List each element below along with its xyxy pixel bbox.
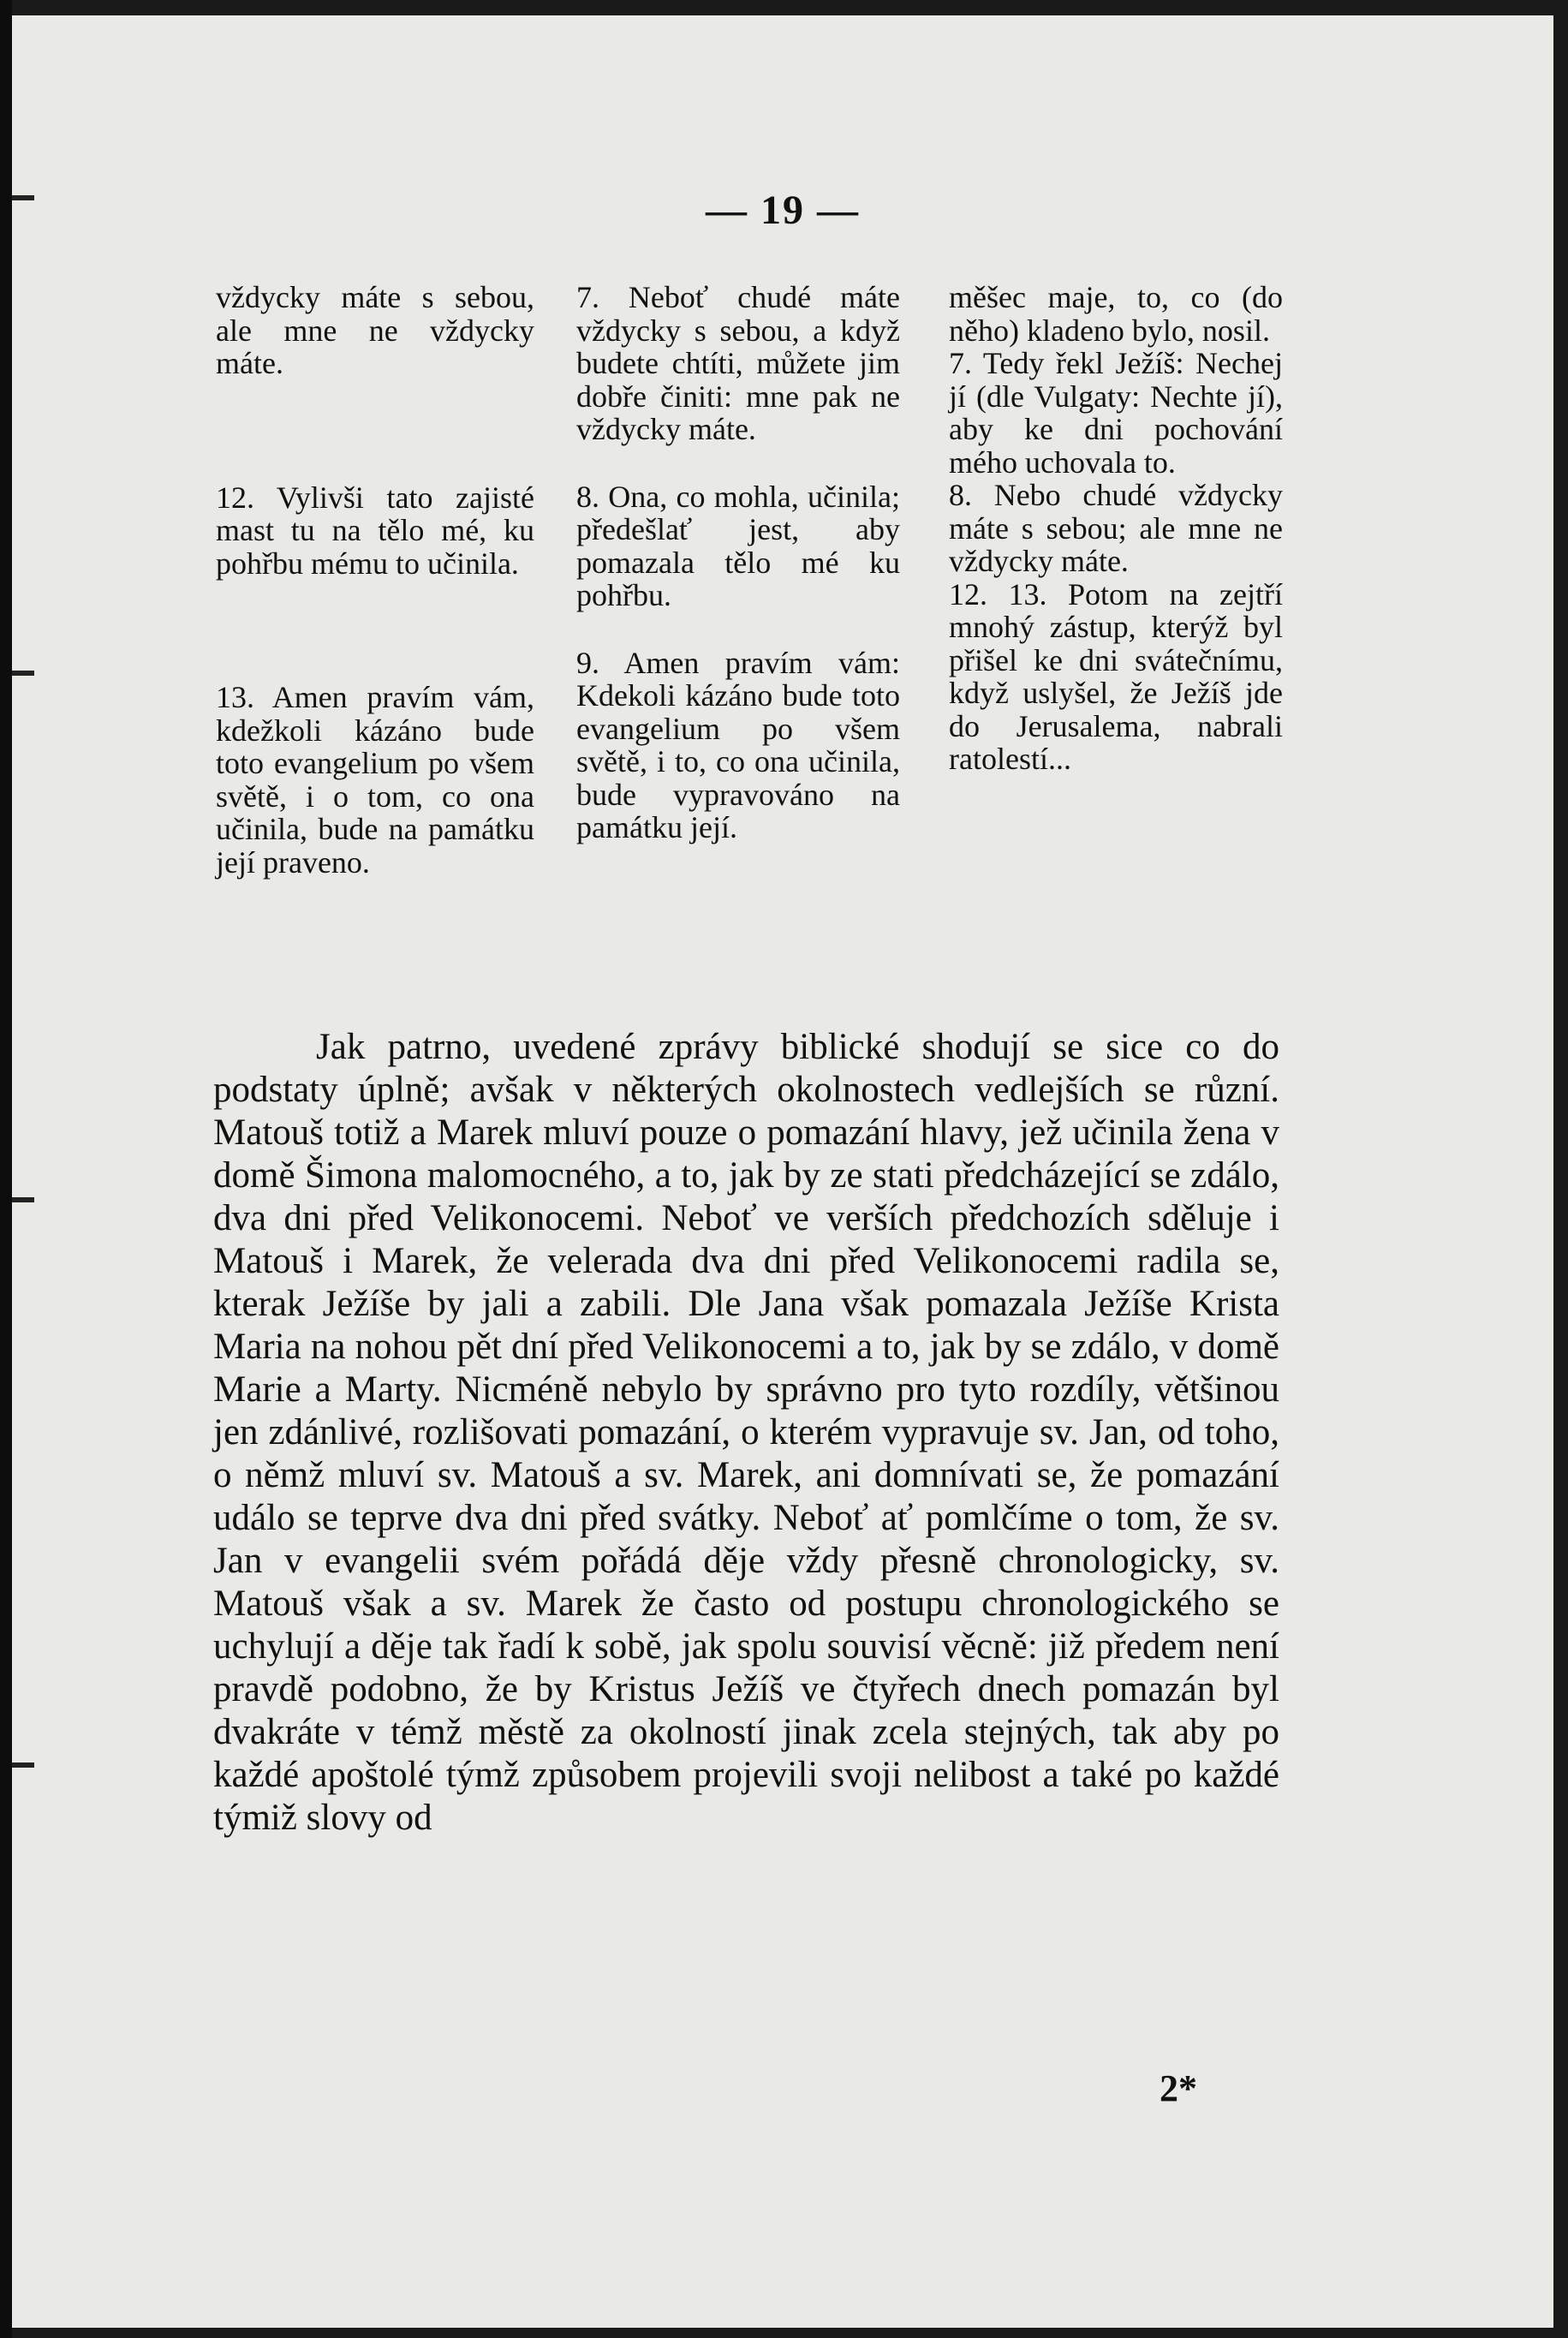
margin-mark [12,1197,34,1202]
book-page [12,15,1553,2328]
margin-mark [12,1762,34,1768]
printer-signature: 2* [1160,2067,1197,2109]
commentary-text [213,1026,1279,1840]
scan-border [0,0,12,2338]
page-number: — 19 — [706,188,860,233]
verse-text: 9. Amen pravím vám: Kdekoli kázáno bude toto evangelium po všem světě, i to, co ona učinila, bude vypravováno na památku její. [576,645,900,844]
gospel-column-1 [216,281,534,879]
verse-text: 7. Tedy řekl Ježíš: Nechej jí (dle Vulgaty: Nechte jí), aby ke dni pochování mého uchovala to. [949,346,1283,480]
verse-text: 8. Nebo chudé vždycky máte s sebou; ale mne ne vždycky máte. [949,478,1283,578]
gospel-column-2 [576,281,900,844]
verse-text: 12. Vylivši tato zajisté mast tu na tělo mé, ku pohřbu mému to učinila. [216,480,534,581]
verse-text: 7. Neboť chudé máte vždycky s sebou, a když budete chtíti, můžete jim dobře činiti: mne pak ne vždycky máte. [576,280,900,446]
margin-mark [12,671,34,676]
verse-text: měšec maje, to, co (do něho) kladeno bylo, nosil. [949,280,1283,348]
verse-text: 13. Amen pravím vám, kdežkoli kázáno bude toto evangelium po všem světě, i o tom, co ona učinila, bude na památku její praveno. [216,680,534,880]
verse-text: vždycky máte s sebou, ale mne ne vždycky máte. [216,280,534,380]
gospel-column-3 [949,281,1283,776]
verse-text: 12. 13. Potom na zejtří mnohý zástup, kterýž byl přišel ke dni svátečnímu, když uslyšel, že Ježíš jde do Jerusalema, nabrali ratolestí... [949,576,1283,776]
commentary-paragraph: Jak patrno, uvedené zprávy biblické shodují se sice co do podstaty úplně; avšak v některých okolnostech vedlejších se různí. Matouš totiž a Marek mluví pouze o pomazání hlavy, jež učinila žena v domě Šimona malomocného, a to, jak by ze stati předcházející se zdálo, dva dni před Velikonocemi. Neboť ve verších předchozích sděluje i Matouš i Marek, že velerada dva dni před Velikonocemi radila se, kterak Ježíše by jali a zabili. Dle Jana však pomazala Ježíše Krista Maria na nohou pět dní před Velikonocemi a to, jak by se zdálo, v domě Marie a Marty. Nicméně nebylo by správno pro tyto rozdíly, většinou jen zdánlivé, rozlišovati pomazání, o kterém vypravuje sv. Jan, od toho, o němž mluví sv. Matouš a sv. Marek, ani domnívati se, že pomazání událo se teprve dva dni před svátky. Neboť ať pomlčíme o tom, že sv. Jan v evangelii svém pořádá děje vždy přesně chronologicky, sv. Matouš však a sv. Marek že často od postupu chronologického se uchylují a děje tak řadí k sobě, jak spolu souvisí věcně: již předem není pravdě podobno, že by Kristus Ježíš ve čtyřech dnech pomazán byl dvakráte v témž městě za okolností jinak zcela stejných, tak aby po každé apoštolé týmž způsobem projevili svoji nelibost a také po každé týmiž slovy od [213,1027,1279,1838]
verse-text: 8. Ona, co mohla, učinila; předešlať jest, aby pomazala tělo mé ku pohřbu. [576,479,900,612]
